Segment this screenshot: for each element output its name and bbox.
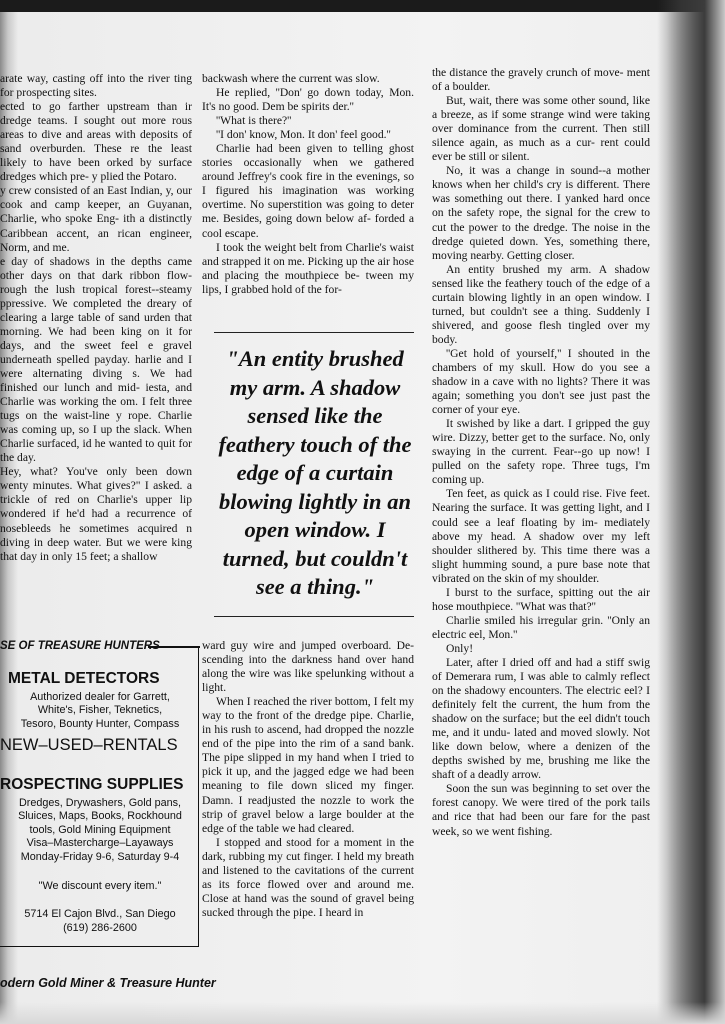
ad-line: Authorized dealer for Garrett, xyxy=(30,691,170,703)
paragraph: An entity brushed my arm. A shadow sensed like the feathery touch of the edge of a curtain blowing lightly in an open window. I turned, but couldn't see a thing. Suddenly I shivered, and goose flesh tingled over my body. xyxy=(432,262,650,346)
ad-dealer-lines xyxy=(6,691,194,731)
paragraph: He replied, ''Don' go down today, Mon. It's no good. Dem be spirits der.'' xyxy=(202,86,414,114)
ad-header: SE OF TREASURE HUNTERS xyxy=(0,640,160,652)
paragraph: Ten feet, as quick as I could rise. Five feet. Nearing the surface. It was getting light, and I could see a leaf floating by im- mediately above my head. A shadow over my left shoulder slithered by. This time there was a slight humming sound, a pure base note that vibrated on the skin of my shoulder. xyxy=(432,487,650,585)
pull-quote-text: "An entity brushed my arm. A shadow sensed like the feathery touch of the edge of a curtain blowing lightly in an open window. I turned, but couldn't see a thing." xyxy=(218,346,412,599)
ad-metal-detectors-title: METAL DETECTORS xyxy=(8,670,160,687)
ad-discount: "We discount every item." xyxy=(38,880,162,892)
paragraph: I burst to the surface, spitting out the air hose mouthpiece. ''What was that?'' xyxy=(432,585,650,613)
ad-prospecting-title: ROSPECTING SUPPLIES xyxy=(0,776,184,793)
paragraph: But, wait, there was some other sound, like a breeze, as if some strange wind were taking over dominance from the current. Then still silence again, as much as a cur- rent could ever be still or silent. xyxy=(432,94,650,164)
ad-line: Visa–Mastercharge–Layaways xyxy=(26,837,174,850)
page-footer: odern Gold Miner & Treasure Hunter xyxy=(0,976,216,990)
paragraph: the distance the gravely crunch of move- ment of a boulder. xyxy=(432,66,650,94)
paragraph: ''What is there?'' xyxy=(216,114,292,128)
paragraph: Charlie had been given to telling ghost stories occasionally when we gathered around Jeffrey's cook fire in the evenings, so I figured his imagination was working overtime. No superstition was going to deter me. Besides, going down below af- forded a cool escape. xyxy=(202,142,414,240)
article-column-1 xyxy=(0,72,192,564)
paragraph: backwash where the current was slow. xyxy=(202,72,380,85)
article-column-2-top xyxy=(202,72,414,297)
ad-supply-lines xyxy=(6,797,194,864)
paragraph: ''Get hold of yourself,'' I shouted in the chambers of my skull. How do you see a shadow in a cave with no lights? There it was again; something you don't see just past the corner of your eye. xyxy=(432,346,650,417)
ad-rentals: NEW–USED–RENTALS xyxy=(0,736,178,754)
ad-line: Sluices, Maps, Books, Rockhound xyxy=(18,810,182,823)
paragraph: e day of shadows in the depths came other days on that dark ribbon flow- rough the lush tropical forest--steamy ppressive. We completed the dreary of clearing a large table of sand urden that morning. We had been king on it for days, and the sweet feel e gravel underneath spelled payday. harlie and I were alternating diving s. We had finished our lunch and mid- iesta, and Charlie was working the om. I felt three tugs on the waist-line y rope. Charlie was coming up, so I up the slack. When Charlie surfaced, id he wanted to quit for the day. xyxy=(0,254,192,465)
scan-bottom-edge xyxy=(0,1002,725,1024)
pull-quote-bottom-rule xyxy=(214,616,414,617)
scan-right-edge xyxy=(657,0,725,1024)
ad-phone: (619) 286-2600 xyxy=(63,922,137,934)
article-column-3 xyxy=(432,66,650,839)
ad-address: 5714 El Cajon Blvd., San Diego xyxy=(24,908,176,920)
paragraph: Later, after I dried off and had a stiff swig of Demerara rum, I was able to calmly reflect on the shadowy encounters. The electric eel? I definitely felt the current, the hum from the shadow on the surface; but the eel didn't touch me, and it undu- lated and moved slowly. Not like down below, where a denizen of the depths swished by me, brushing me like the shaft of a deadly arrow. xyxy=(432,655,650,782)
paragraph: ''I don' know, Mon. It don' feel good.'' xyxy=(216,128,391,142)
scan-top-edge xyxy=(0,0,725,12)
paragraph: Only! xyxy=(446,641,474,655)
paragraph: arate way, casting off into the river ting for prospecting sites. xyxy=(0,72,192,100)
article-column-2-bottom xyxy=(202,639,414,920)
ad-line: tools, Gold Mining Equipment xyxy=(29,823,171,836)
paragraph: y crew consisted of an East Indian, y, our cook and camp keeper, an Guyanan, Charlie, who spoke Eng- ith a distinctly Caribbean accent, an rican engineer, Norm, and me. xyxy=(0,184,192,254)
ad-line: White's, Fisher, Teknetics, xyxy=(37,704,163,717)
paragraph: No, it was a change in sound--a mother knows when her child's cry is different. There was something out there. I yanked hard once on the safety rope, the signal for the crew to cut the power to the dredge. The noise in the dredge quieted down. Yes, something there, moving nearby. Getting closer. xyxy=(432,164,650,262)
paragraph: Soon the sun was beginning to set over the forest canopy. We were tired of the pork tails and rice that had been our fare for the past week, so we went fishing. xyxy=(432,782,650,838)
paragraph: Charlie smiled his irregular grin. ''Only an electric eel, Mon.'' xyxy=(432,613,650,641)
paragraph: ected to go farther upstream than ir dredge teams. I sought out more rous areas to dive and areas with deposits of sand overburden. These re the least likely to have been orked by surface dredges which pre- y plied the Potaro. xyxy=(0,100,192,184)
paragraph: I took the weight belt from Charlie's waist and strapped it on me. Picking up the air hose and placing the mouthpiece be- tween my lips, I grabbed hold of the for- xyxy=(202,240,414,296)
pull-quote xyxy=(210,332,420,617)
paragraph: It swished by like a dart. I gripped the guy wire. Dizzy, better get to the surface. No, only swaying in the current. Fear--go up now! I pulled on the safety rope. Three tugs, I'm coming up. xyxy=(432,417,650,487)
paragraph: ward guy wire and jumped overboard. De- scending into the darkness hand over hand along the wire was like spelunking without a light. xyxy=(202,639,414,695)
paragraph: Hey, what? You've only been down wenty minutes. What gives?" I asked. a trickle of red on Charlie's upper lip wondered if he'd had a recurrence of nosebleeds he sometimes acquired n diving in deep water. But we were king that day in only 15 feet; a shallow xyxy=(0,465,192,563)
ad-line: Dredges, Drywashers, Gold pans, xyxy=(18,797,182,809)
ad-line: Tesoro, Bounty Hunter, Compass xyxy=(20,717,180,730)
ad-line: Monday-Friday 9-6, Saturday 9-4 xyxy=(20,850,180,863)
paragraph: When I reached the river bottom, I felt my way to the front of the dredge pipe. Charlie, in his rush to ascend, had dropped the nozzle end of the pipe into the rim of a sand bank. The pipe slipped in my hand when I tried to pick it up, and the jagged edge we had been meaning to file down sliced my finger. Damn. I readjusted the nozzle to work the strip of gravel below a large boulder at the edge of the table we had cleared. xyxy=(202,695,414,835)
paragraph: I stopped and stood for a moment in the dark, rubbing my cut finger. I held my breath and listened to the cavitations of the current as its force flowed over and around me. Close at hand was the sound of gravel being sucked through the pipe. I heard in xyxy=(202,835,414,919)
advertisement xyxy=(0,640,203,950)
